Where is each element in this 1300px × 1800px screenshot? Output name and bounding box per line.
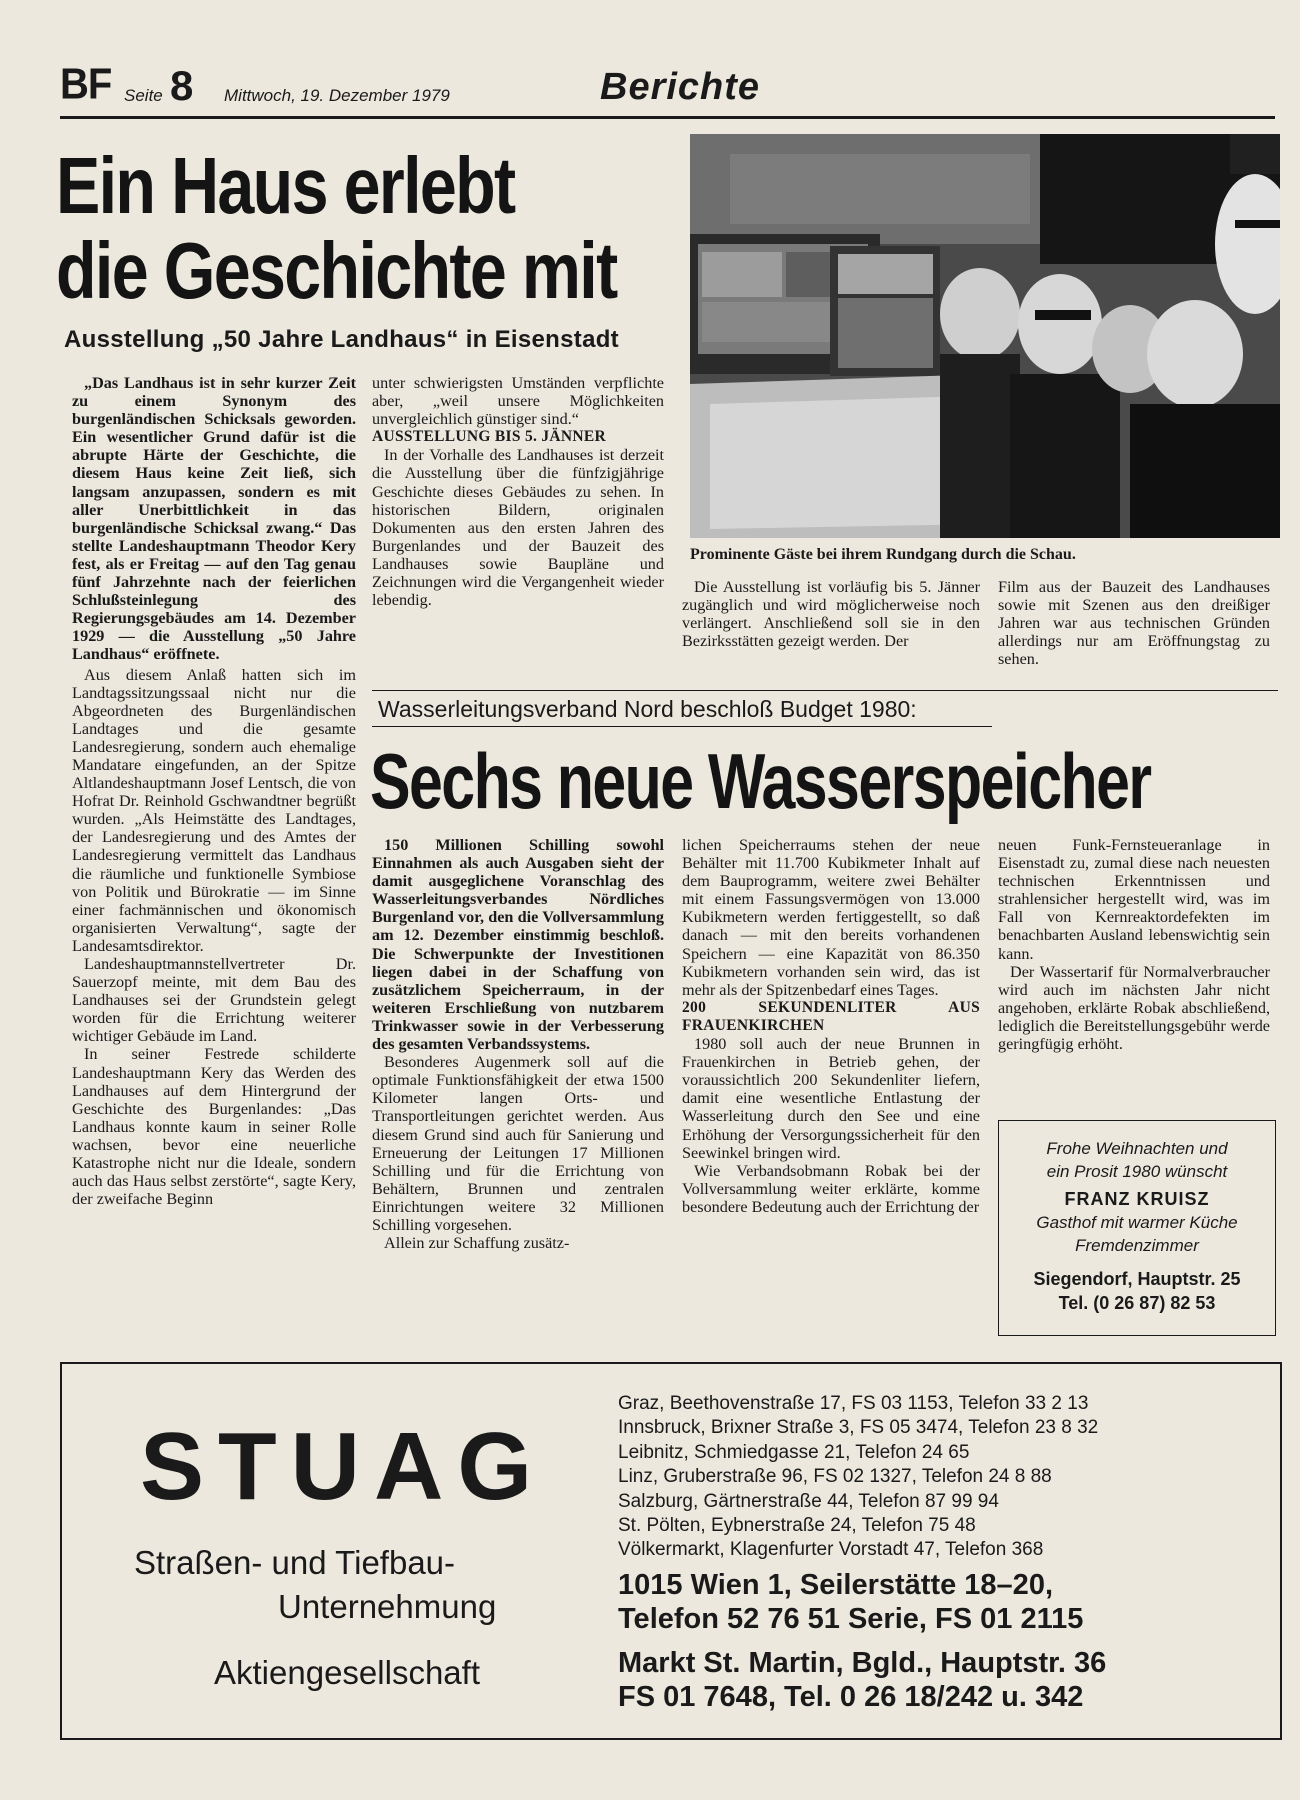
article2-column1 <box>372 836 664 1252</box>
article2-headline: Sechs neue Wasserspeicher <box>370 737 1151 825</box>
ad-greeting-line: ein Prosit 1980 wünscht <box>1046 1162 1228 1181</box>
stuag-branch: Innsbruck, Brixner Straße 3, FS 05 3474, Telefon 23 8 32 <box>618 1417 1099 1439</box>
article1-column1 <box>72 374 356 1208</box>
article1-subhead: AUSSTELLUNG BIS 5. JÄNNER <box>372 428 607 446</box>
stuag-branch: Salzburg, Gärtnerstraße 44, Telefon 87 99 94 <box>618 1490 999 1512</box>
article2-paragraph: 1980 soll auch der neue Brunnen in Frauenkirchen in Betrieb gehen, der voraussichtlich 200 Sekundenliter liefern, damit eine wesentliche Entlastung der Wasserleitung durch den See und eine Erhöhung der Versorgungssicherheit für den Seewinkel bringen wird. <box>682 1035 980 1162</box>
ad-description: Fremdenzimmer <box>1075 1236 1199 1255</box>
article1-paragraph: unter schwierigsten Umständen verpflichte aber, „weil unsere Möglichkeiten unvergleichlich günstiger sind.“ <box>372 374 664 429</box>
stuag-hq-line: FS 01 7648, Tel. 0 26 18/242 u. 342 <box>618 1681 1084 1713</box>
article2-paragraph: neuen Funk-Fernsteueranlage in Eisenstadt zu, zumal diese nach neuesten technischen Erkenntnissen und strahlensicher hergestellt wird, was im Fall von Kernreaktordefekten im benachbarten Ausland lebenswichtig sein kann. <box>998 836 1270 963</box>
article2-kicker-rule <box>372 726 992 727</box>
ad-description: Gasthof mit warmer Küche <box>1036 1213 1238 1232</box>
article2-subhead: 200 SEKUNDENLITER AUS FRAUENKIRCHEN <box>682 998 980 1034</box>
stuag-hq-line: Markt St. Martin, Bgld., Hauptstr. 36 <box>618 1647 1107 1679</box>
stuag-branch: Linz, Gruberstraße 96, FS 02 1327, Telefon 24 8 88 <box>618 1466 1052 1488</box>
article2-paragraph: lichen Speicherraums stehen der neue Behälter mit 11.700 Kubikmeter Inhalt auf dem Bauprogramm, weitere zwei Behälter mit einem Fassungsvermögen von 13.000 Kubikmetern werden fertiggestellt, so daß danach — mit den bereits vorhandenen Speichern — eine Kapazität von 86.350 Kubikmetern vorhanden sein wird, das ist mehr als der Spitzenbedarf eines Tages. <box>682 836 980 999</box>
stuag-tagline: Unternehmung <box>278 1588 497 1625</box>
article2-paragraph: Besonderes Augenmerk soll auf die optimale Funktionsfähigkeit der etwa 1500 Kilometer langen Orts- und Transportleitungen gerichtet werden. Aus diesem Grund sind auch für Sanierung und Erneuerung der Leitungen 17 Millionen Schilling und für die Errichtung von Behältern, Brunnen und zentralen Einrichtungen weitere 32 Millionen Schilling vorgesehen. <box>372 1053 664 1234</box>
article1-paragraph: Aus diesem Anlaß hatten sich im Landtagssitzungssaal nicht nur die Abgeordneten des Burgenländischen Landtages und die gesamte Landesregierung, sondern auch ehemalige Mandatare eingefunden, an der Spitze Altlandeshauptmann Josef Lentsch, die von Hofrat Dr. Reinhold Gschwandtner begrüßt wurden. „Als Heimstätte des Landtages, der Landesregierung und des Amtes der Landesregierung vermittelt das Landhaus die räumliche und funktionelle Symbiose von Politik und Bürokratie — im Sinne einer fachmännischen und ökonomisch organisierten Verwaltung“, sagte der Landesamtsdirektor. <box>72 665 356 955</box>
stuag-headquarters <box>618 1568 1106 1714</box>
article2-column3 <box>998 836 1270 1053</box>
article2-top-rule <box>372 690 1278 691</box>
article2-lead: 150 Millionen Schilling sowohl Einnahmen als auch Ausgaben sieht der damit ausgeglichene Voranschlag des Wasserleitungsverbandes Nördliches Burgenland vor, den die Vollversammlung am 12. Dezember einstimmig beschloß. Die Schwerpunkte der Investitionen liegen dabei in der Schaffung von zusätzlichem Speicherraum, in der weiteren Erschließung von nutzbarem Trinkwasser sowie in der Verbesserung des gesamten Verbandssystems. <box>372 836 664 1054</box>
photo-caption: Prominente Gäste bei ihrem Rundgang durch die Schau. <box>690 546 1076 563</box>
exhibition-photo <box>690 134 1280 538</box>
article1-subheadline: Ausstellung „50 Jahre Landhaus“ in Eisenstadt <box>64 326 619 353</box>
section-title: Berichte <box>600 66 761 108</box>
article1-paragraph: Film aus der Bauzeit des Landhauses sowie mit Szenen aus den dreißiger Jahren war aus technischen Gründen allerdings nur am Eröffnungstag zu sehen. <box>998 578 1270 669</box>
article1-lead: „Das Landhaus ist in sehr kurzer Zeit zu einem Synonym des burgenländischen Schicksals geworden. Ein wesentlicher Grund dafür ist die abrupte Härte der Geschichte, die diesem Haus keine Zeit ließ, sich langsam anzupassen, sondern es mit aller Unerbittlichkeit in das burgenländische Schicksal zwang.“ Das stellte Landeshauptmann Theodor Kery fest, als er Freitag — auf den Tag genau fünf Jahrzehnte nach der feierlichen Schlußsteinlegung des Regierungsgebäudes am 14. Dezember 1929 — die Ausstellung „50 Jahre Landhaus“ eröffnete. <box>72 374 356 664</box>
article1-column3 <box>682 578 980 650</box>
stuag-branch: Völkermarkt, Klagenfurter Vorstadt 47, Telefon 368 <box>618 1539 1044 1561</box>
article1-paragraph: In seiner Festrede schilderte Landeshauptmann Kery das Werden des Landhauses auf dem Hintergrund der Geschichte des Burgenlandes: „Das Landhaus konnte kaum in seiner Rolle wachsen, bevor eine neuerliche Katastrophe nicht nur die Ideale, sondern auch das Haus selbst zerstörte“, sagte Kery, der zweifache Beginn <box>72 1045 356 1209</box>
stuag-branch: St. Pölten, Eybnerstraße 24, Telefon 75 48 <box>618 1515 976 1537</box>
article1-headline-line2: die Geschichte mit <box>56 226 617 315</box>
stuag-hq-line: Telefon 52 76 51 Serie, FS 01 2115 <box>618 1603 1084 1635</box>
stuag-advertisement <box>60 1362 1282 1740</box>
article2-paragraph: Der Wassertarif für Normalverbraucher wird auch im nächsten Jahr nicht angehoben, erklärte Robak abschließend, lediglich die Bereitstellungsgebühr werde geringfügig erhöht. <box>998 962 1270 1054</box>
ad-greeting-line: Frohe Weihnachten und <box>1046 1139 1228 1158</box>
exhibition-photo-illustration <box>690 134 1280 538</box>
masthead-rule <box>60 116 1275 119</box>
newspaper-logo: BF <box>60 59 112 109</box>
article1-paragraph: In der Vorhalle des Landhauses ist derzeit die Ausstellung über die fünfzigjährige Geschichte dieses Gebäudes zu sehen. In historischen Bildern, originalen Dokumenten aus den ersten Jahren des Burgenlandes und der Bauzeit des Landhauses sowie Baupläne und Zeichnungen wird die Vergangenheit wieder lebendig. <box>372 446 664 610</box>
page-number: 8 <box>170 62 194 109</box>
page-label: Seite <box>124 86 163 105</box>
article2-paragraph: Allein zur Schaffung zusätz- <box>384 1234 570 1253</box>
article2-column2 <box>682 836 980 1216</box>
stuag-branch-list <box>618 1392 1098 1563</box>
article1-headline-line1: Ein Haus erlebt <box>56 141 515 230</box>
stuag-tagline: Aktiengesellschaft <box>214 1654 480 1691</box>
article2-kicker: Wasserleitungsverband Nord beschloß Budget 1980: <box>378 696 917 722</box>
stuag-logo: STUAG <box>140 1413 546 1520</box>
issue-date: Mittwoch, 19. Dezember 1979 <box>224 86 450 105</box>
stuag-branch: Leibnitz, Schmiedgasse 21, Telefon 24 65 <box>618 1441 970 1463</box>
ad-business-name: FRANZ KRUISZ <box>1064 1189 1210 1209</box>
article1-column4 <box>998 578 1270 668</box>
article1-column2 <box>372 374 664 609</box>
stuag-tagline: Straßen- und Tiefbau- <box>134 1544 456 1581</box>
ad-phone: Tel. (0 26 87) 82 53 <box>1058 1293 1216 1313</box>
stuag-branch: Graz, Beethovenstraße 17, FS 03 1153, Telefon 33 2 13 <box>618 1393 1089 1414</box>
article1-paragraph: Landeshauptmannstellvertreter Dr. Sauerzopf meinte, mit dem Bau des Landhauses sei der Grundstein gelegt worden für die Errichtung weiterer wichtiger Gebäude im Land. <box>72 955 356 1046</box>
ad-address: Siegendorf, Hauptstr. 25 <box>1033 1269 1241 1289</box>
stuag-hq-line: 1015 Wien 1, Seilerstätte 18–20, <box>618 1569 1053 1601</box>
article1-paragraph: Die Ausstellung ist vorläufig bis 5. Jänner zugänglich und wird möglicherweise noch verlängert. Anschließend soll sie in den Bezirksstätten gezeigt werden. Der <box>682 578 980 651</box>
kruisz-advertisement <box>998 1120 1276 1336</box>
article2-paragraph: Wie Verbandsobmann Robak bei der Vollversammlung weiter erklärte, komme besondere Bedeutung auch der Errichtung der <box>682 1161 980 1216</box>
